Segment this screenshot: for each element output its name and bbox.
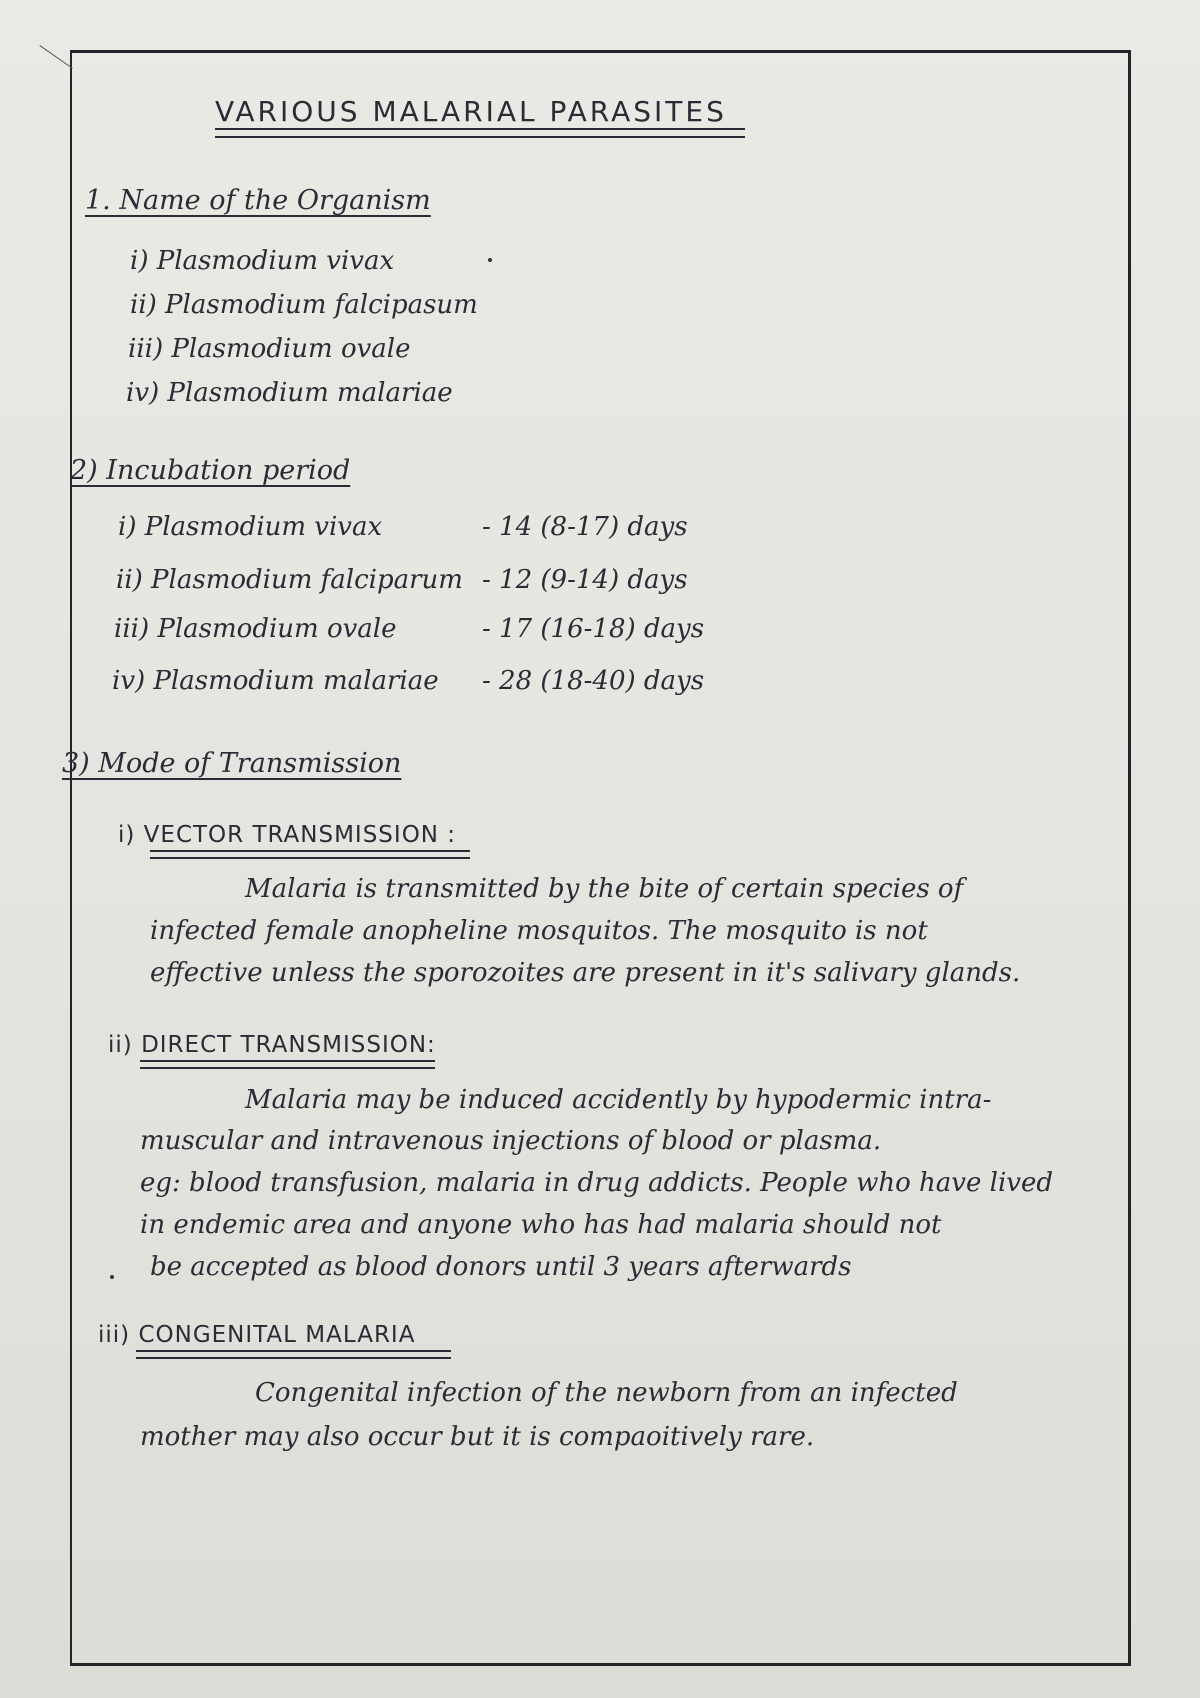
incubation-value: - 28 (18-40) days: [482, 666, 705, 696]
incubation-value: - 17 (16-18) days: [482, 614, 705, 644]
paragraph-line: in endemic area and anyone who has had malaria should not: [140, 1210, 942, 1240]
subheading-underline: [150, 850, 470, 859]
paragraph-line: infected female anopheline mosquitos. The mosquito is not: [150, 916, 928, 946]
title-underline: [215, 128, 745, 138]
incubation-name: ii) Plasmodium falciparum: [116, 565, 463, 595]
subheading-vector: i) VECTOR TRANSMISSION :: [118, 822, 457, 848]
subheading-underline: [136, 1350, 451, 1359]
incubation-value: - 14 (8-17) days: [482, 512, 688, 542]
stray-dot: [110, 1275, 114, 1279]
subheading-congenital: iii) CONGENITAL MALARIA: [98, 1322, 416, 1348]
list-item: iii) Plasmodium ovale: [128, 334, 411, 364]
subheading-direct: ii) DIRECT TRANSMISSION:: [108, 1032, 436, 1058]
list-item: i) Plasmodium vivax: [130, 246, 395, 276]
paragraph-line: Congenital infection of the newborn from an infected: [255, 1378, 958, 1408]
section-heading-transmission: 3) Mode of Transmission: [62, 748, 402, 779]
incubation-value: - 12 (9-14) days: [482, 565, 688, 595]
list-item: iv) Plasmodium malariae: [126, 378, 453, 408]
paragraph-line: Malaria is transmitted by the bite of certain species of: [245, 874, 964, 904]
paragraph-line: eg: blood transfusion, malaria in drug addicts. People who have lived: [140, 1168, 1053, 1198]
page-title: VARIOUS MALARIAL PARASITES: [215, 95, 727, 128]
paragraph-line: muscular and intravenous injections of blood or plasma.: [140, 1126, 882, 1156]
paragraph-line: Malaria may be induced accidently by hypodermic intra-: [245, 1085, 992, 1115]
corner-mark: [22, 45, 73, 93]
subheading-underline: [140, 1060, 435, 1069]
paragraph-line: be accepted as blood donors until 3 years afterwards: [150, 1252, 852, 1282]
paragraph-line: mother may also occur but it is compaoitively rare.: [140, 1422, 815, 1452]
list-item: ii) Plasmodium falcipasum: [130, 290, 478, 320]
section-heading-incubation: 2) Incubation period: [70, 455, 351, 486]
incubation-name: i) Plasmodium vivax: [118, 512, 383, 542]
section-heading-organism: 1. Name of the Organism: [85, 185, 431, 216]
incubation-name: iv) Plasmodium malariae: [112, 666, 439, 696]
paragraph-line: effective unless the sporozoites are present in it's salivary glands.: [150, 958, 1021, 988]
stray-dot: [488, 258, 492, 262]
incubation-name: iii) Plasmodium ovale: [114, 614, 397, 644]
